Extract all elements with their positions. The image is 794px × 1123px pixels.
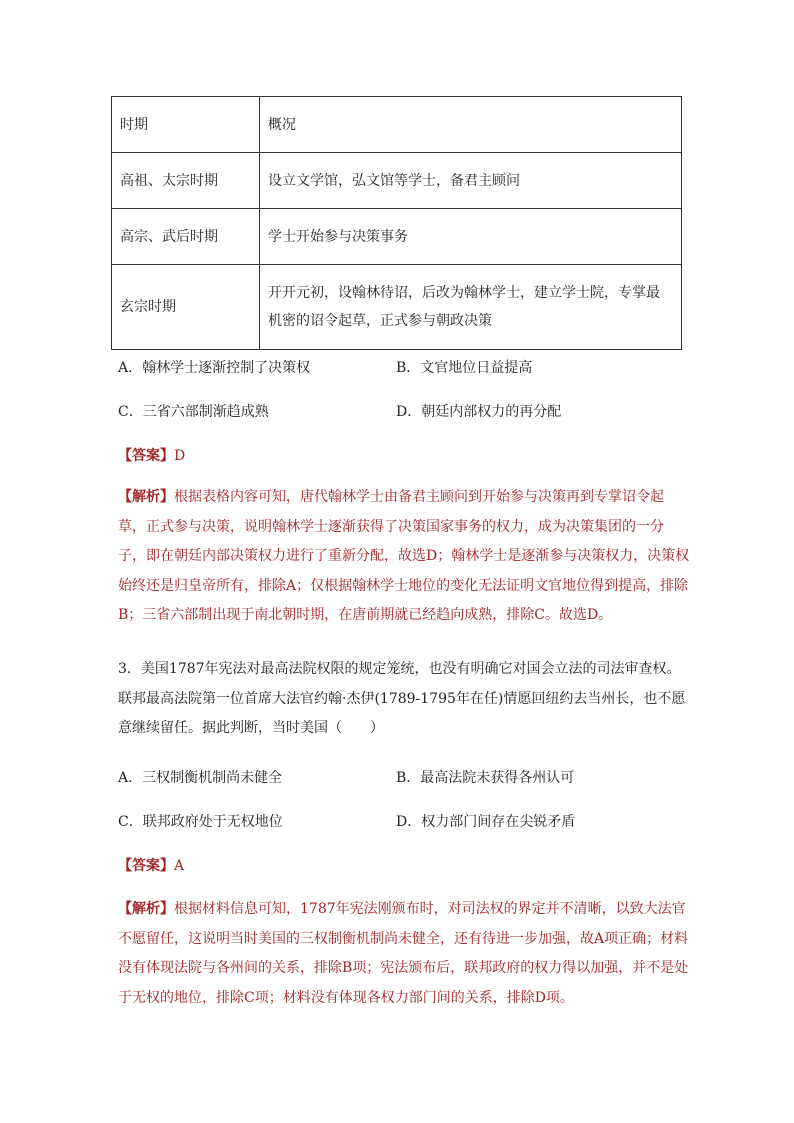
table-cell-summary: 设立文学馆，弘文馆等学士，备君主顾问 xyxy=(260,153,682,209)
answer-value: D xyxy=(174,448,186,464)
q3-option-a: A．三权制衡机制尚未健全 xyxy=(118,770,283,786)
answer-value: A xyxy=(174,858,185,874)
table-header-summary: 概况 xyxy=(260,97,682,153)
analysis-text: 根据材料信息可知，1787年宪法刚颁布时，对司法权的界定并不清晰，以致大法官不愿留任，这说明当时美国的三权制衡机制尚未健全，还有待进一步加强，故A项正确；材料没有体现法院与各州间的关系，排除B项；宪法颁布后，联邦政府的权力得以加强，并不是处于无权的地位，排除C项；材料没有体现各权力部门间的关系，排除D项。 xyxy=(118,901,689,1006)
q3-options-row-1 xyxy=(118,767,718,789)
q2-option-a: A．翰林学士逐渐控制了决策权 xyxy=(118,360,311,376)
table-cell-period: 玄宗时期 xyxy=(112,265,260,350)
table-cell-summary: 开开元初，设翰林待诏，后改为翰林学士，建立学士院，专掌最机密的诏令起草，正式参与朝政决策 xyxy=(260,265,682,350)
analysis-tag: 【解析】 xyxy=(118,489,174,505)
q3-option-d: D．权力部门间存在尖锐矛盾 xyxy=(396,814,576,830)
history-table xyxy=(111,96,682,350)
q2-options-row-2 xyxy=(118,401,718,423)
q2-analysis xyxy=(118,483,690,631)
analysis-text: 根据表格内容可知，唐代翰林学士由备君主顾问到开始参与决策再到专掌诏令起草，正式参与决策，说明翰林学士逐渐获得了决策国家事务的权力，成为决策集团的一分子，即在朝廷内部决策权力进行了重新分配，故选D；翰林学士是逐渐参与决策权力，决策权始终还是归皇帝所有，排除A；仅根据翰林学士地位的变化无法证明文官地位得到提高，排除B；三省六部制出现于南北朝时期，在唐前期就已经趋向成熟，排除C。故选D。 xyxy=(118,489,690,623)
q2-option-b: B．文官地位日益提高 xyxy=(396,360,533,376)
q2-answer xyxy=(118,445,185,465)
table-row xyxy=(112,209,682,265)
q3-options-row-2 xyxy=(118,811,718,833)
q2-options-row-1 xyxy=(118,357,718,379)
table-header-period: 时期 xyxy=(112,97,260,153)
table-cell-period: 高祖、太宗时期 xyxy=(112,153,260,209)
q3-stem: 3．美国1787年宪法对最高法院权限的规定笼统，也没有明确它对国会立法的司法审查权。联邦最高法院第一位首席大法官约翰·杰伊(1789-1795年在任)情愿回纽约去当州长，也不愿意继续留任。据此判断，当时美国（ ） xyxy=(118,661,686,736)
table-cell-summary: 学士开始参与决策事务 xyxy=(260,209,682,265)
table-row xyxy=(112,153,682,209)
table-cell-period: 高宗、武后时期 xyxy=(112,209,260,265)
q3-analysis xyxy=(118,895,690,1013)
q3-answer xyxy=(118,855,184,875)
analysis-tag: 【解析】 xyxy=(118,901,174,917)
table-row xyxy=(112,265,682,350)
answer-tag: 【答案】 xyxy=(118,448,174,464)
answer-tag: 【答案】 xyxy=(118,858,174,874)
q2-option-d: D．朝廷内部权力的再分配 xyxy=(396,404,562,420)
q2-option-c: C．三省六部制渐趋成熟 xyxy=(118,404,269,420)
table-header-row xyxy=(112,97,682,153)
q3-option-b: B．最高法院未获得各州认可 xyxy=(396,770,575,786)
q3-option-c: C．联邦政府处于无权地位 xyxy=(118,814,283,830)
